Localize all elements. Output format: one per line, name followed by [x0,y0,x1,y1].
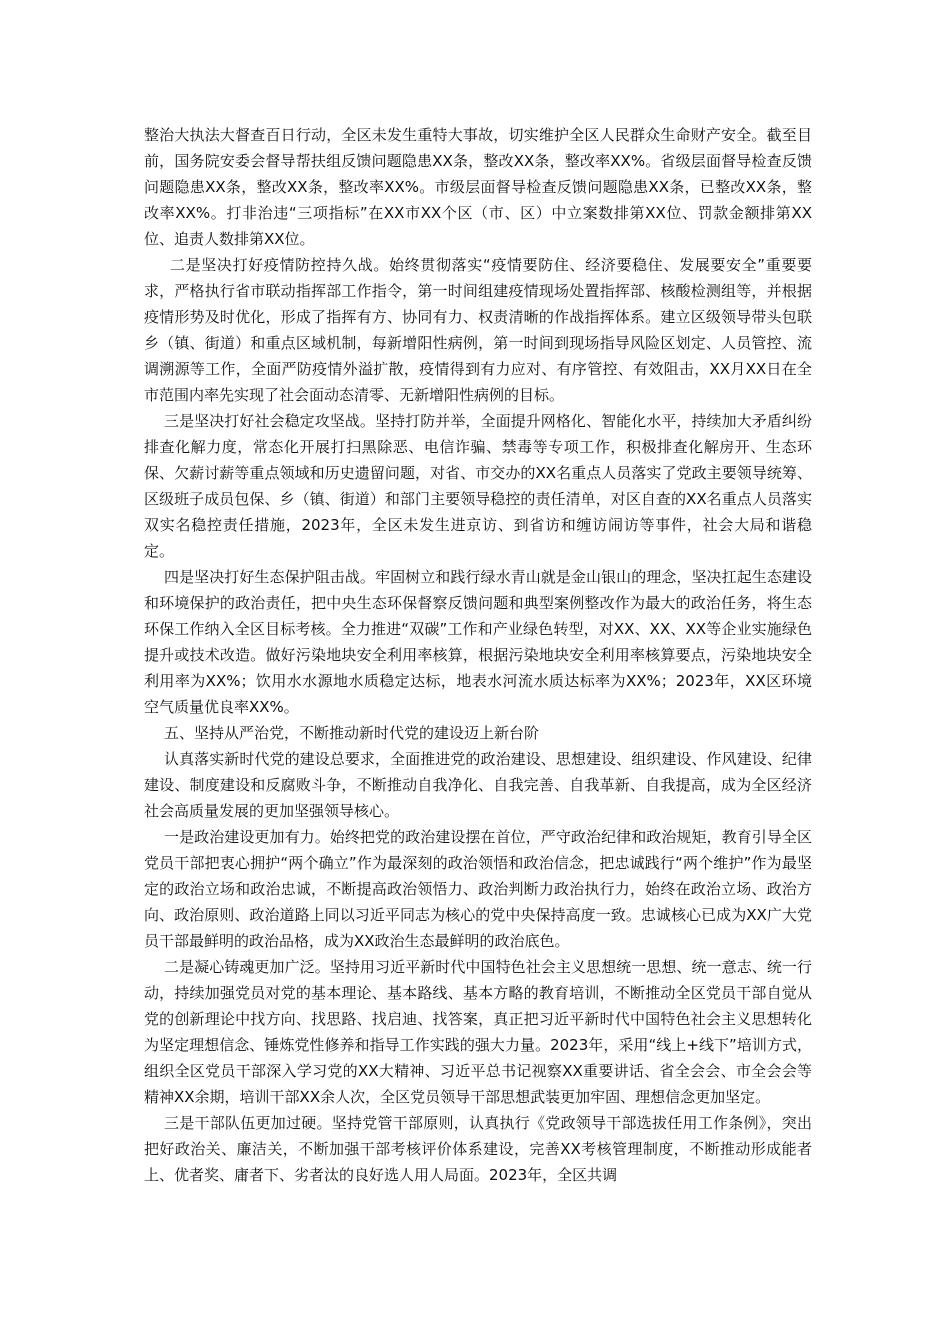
paragraph-safety-summary: 整治大执法大督查百日行动，全区未发生重特大事故，切实维护全区人民群众生命财产安全。截至目前，国务院安委会督导帮扶组反馈问题隐患XX条，整改XX条，整改率XX%。省级层面督导检查反馈问题隐患XX条，整改XX条，整改率XX%。市级层面督导检查反馈问题隐患XX条，已整改XX条，整改率XX%。打非治违“三项指标”在XX市XX个区（市、区）中立案数排第XX位、罚款金额排第XX位、追责人数排第XX位。 [144,126,812,248]
paragraph-social-stability: 三是坚决打好社会稳定攻坚战。坚持打防并举，全面提升网格化、智能化水平，持续加大矛盾纠纷排查化解力度，常态化开展打扫黑除恶、电信诈骗、禁毒等专项工作，积极排查化解房开、生态环保、欠薪讨薪等重点领域和历史遗留问题，对省、市交办的XX名重点人员落实了党政主要领导统筹、区级班子成员包保、乡（镇、街道）和部门主要领导稳控的责任清单，对区自查的XX名重点人员落实双实名稳控责任措施，2023年，全区未发生进京访、到省访和缠访闹访等事件，社会大局和谐稳定。 [144,412,812,560]
paragraph-ideological-education: 二是凝心铸魂更加广泛。坚持用习近平新时代中国特色社会主义思想统一思想、统一意志、统一行动，持续加强党员对党的基本理论、基本路线、基本方略的教育培训，不断推动全区党员干部自觉从党的创新理论中找方向、找思路、找启迪、找答案，真正把习近平新时代中国特色社会主义思想转化为坚定理想信念、锤炼党性修养和指导工作实践的强大力量。2023年，采用“线上+线下”培训方式，组织全区党员干部深入学习党的XX大精神、习近平总书记视察XX重要讲话、省全会会、市全会会等精神XX余期，培训干部XX余人次，全区党员领导干部思想武装更加牢固、理想信念更加坚定。 [144,958,812,1106]
paragraph-political-construction: 一是政治建设更加有力。始终把党的政治建设摆在首位，严守政治纪律和政治规矩，教育引导全区党员干部把衷心拥护“两个确立”作为最深刻的政治领悟和政治信念，把忠诚践行“两个维护”作为最坚定的政治立场和政治忠诚，不断提高政治领悟力、政治判断力政治执行力，始终在政治立场、政治方向、政治原则、政治道路上同以习近平同志为核心的党中央保持高度一致。忠诚核心已成为XX广大党员干部最鲜明的政治品格，成为XX政治生态最鲜明的政治底色。 [144,828,812,950]
section-heading-party-governance: 五、坚持从严治党，不断推动新时代党的建设迈上新台阶 [164,724,540,742]
paragraph-cadre-team: 三是干部队伍更加过硬。坚持党管干部原则，认真执行《党政领导干部选拔任用工作条例》，突出把好政治关、廉洁关，不断加强干部考核评价体系建设，完善XX考核管理制度，不断推动形成能者上、优者奖、庸者下、劣者汰的良好选人用人局面。2023年，全区共调 [144,1114,812,1184]
paragraph-epidemic-control: 二是坚决打好疫情防控持久战。始终贯彻落实“疫情要防住、经济要稳住、发展要安全”重要要求，严格执行省市联动指挥部工作指令，第一时间组建疫情现场处置指挥部、核酸检测组等，并根据疫情形势及时优化，形成了指挥有方、协同有力、权责清晰的作战指挥体系。建立区级领导带头包联乡（镇、街道）和重点区域机制，每新增阳性病例，第一时间到现场指导风险区划定、人员管控、流调溯源等工作，全面严防疫情外溢扩散，疫情得到有力应对、有序管控、有效阻击，XX月XX日在全市范围内率先实现了社会面动态清零、无新增阳性病例的目标。 [144,256,812,404]
document-body [144,122,812,1188]
paragraph-ecological-protection: 四是坚决打好生态保护阻击战。牢固树立和践行绿水青山就是金山银山的理念，坚决扛起生态建设和环境保护的政治责任，把中央生态环保督察反馈问题和典型案例整改作为最大的政治任务，将生态环保工作纳入全区目标考核。全力推进“双碳”工作和产业绿色转型，对XX、XX、XX等企业实施绿色提升或技术改造。做好污染地块安全利用率核算，根据污染地块安全利用率核算要点，污染地块安全利用率为XX%；饮用水水源地水质稳定达标，地表水河流水质达标率为XX%；2023年，XX区环境空气质量优良率XX%。 [144,568,812,716]
paragraph-party-building-intro: 认真落实新时代党的建设总要求，全面推进党的政治建设、思想建设、组织建设、作风建设、纪律建设、制度建设和反腐败斗争，不断推动自我净化、自我完善、自我革新、自我提高，成为全区经济社会高质量发展的更加坚强领导核心。 [144,750,812,820]
